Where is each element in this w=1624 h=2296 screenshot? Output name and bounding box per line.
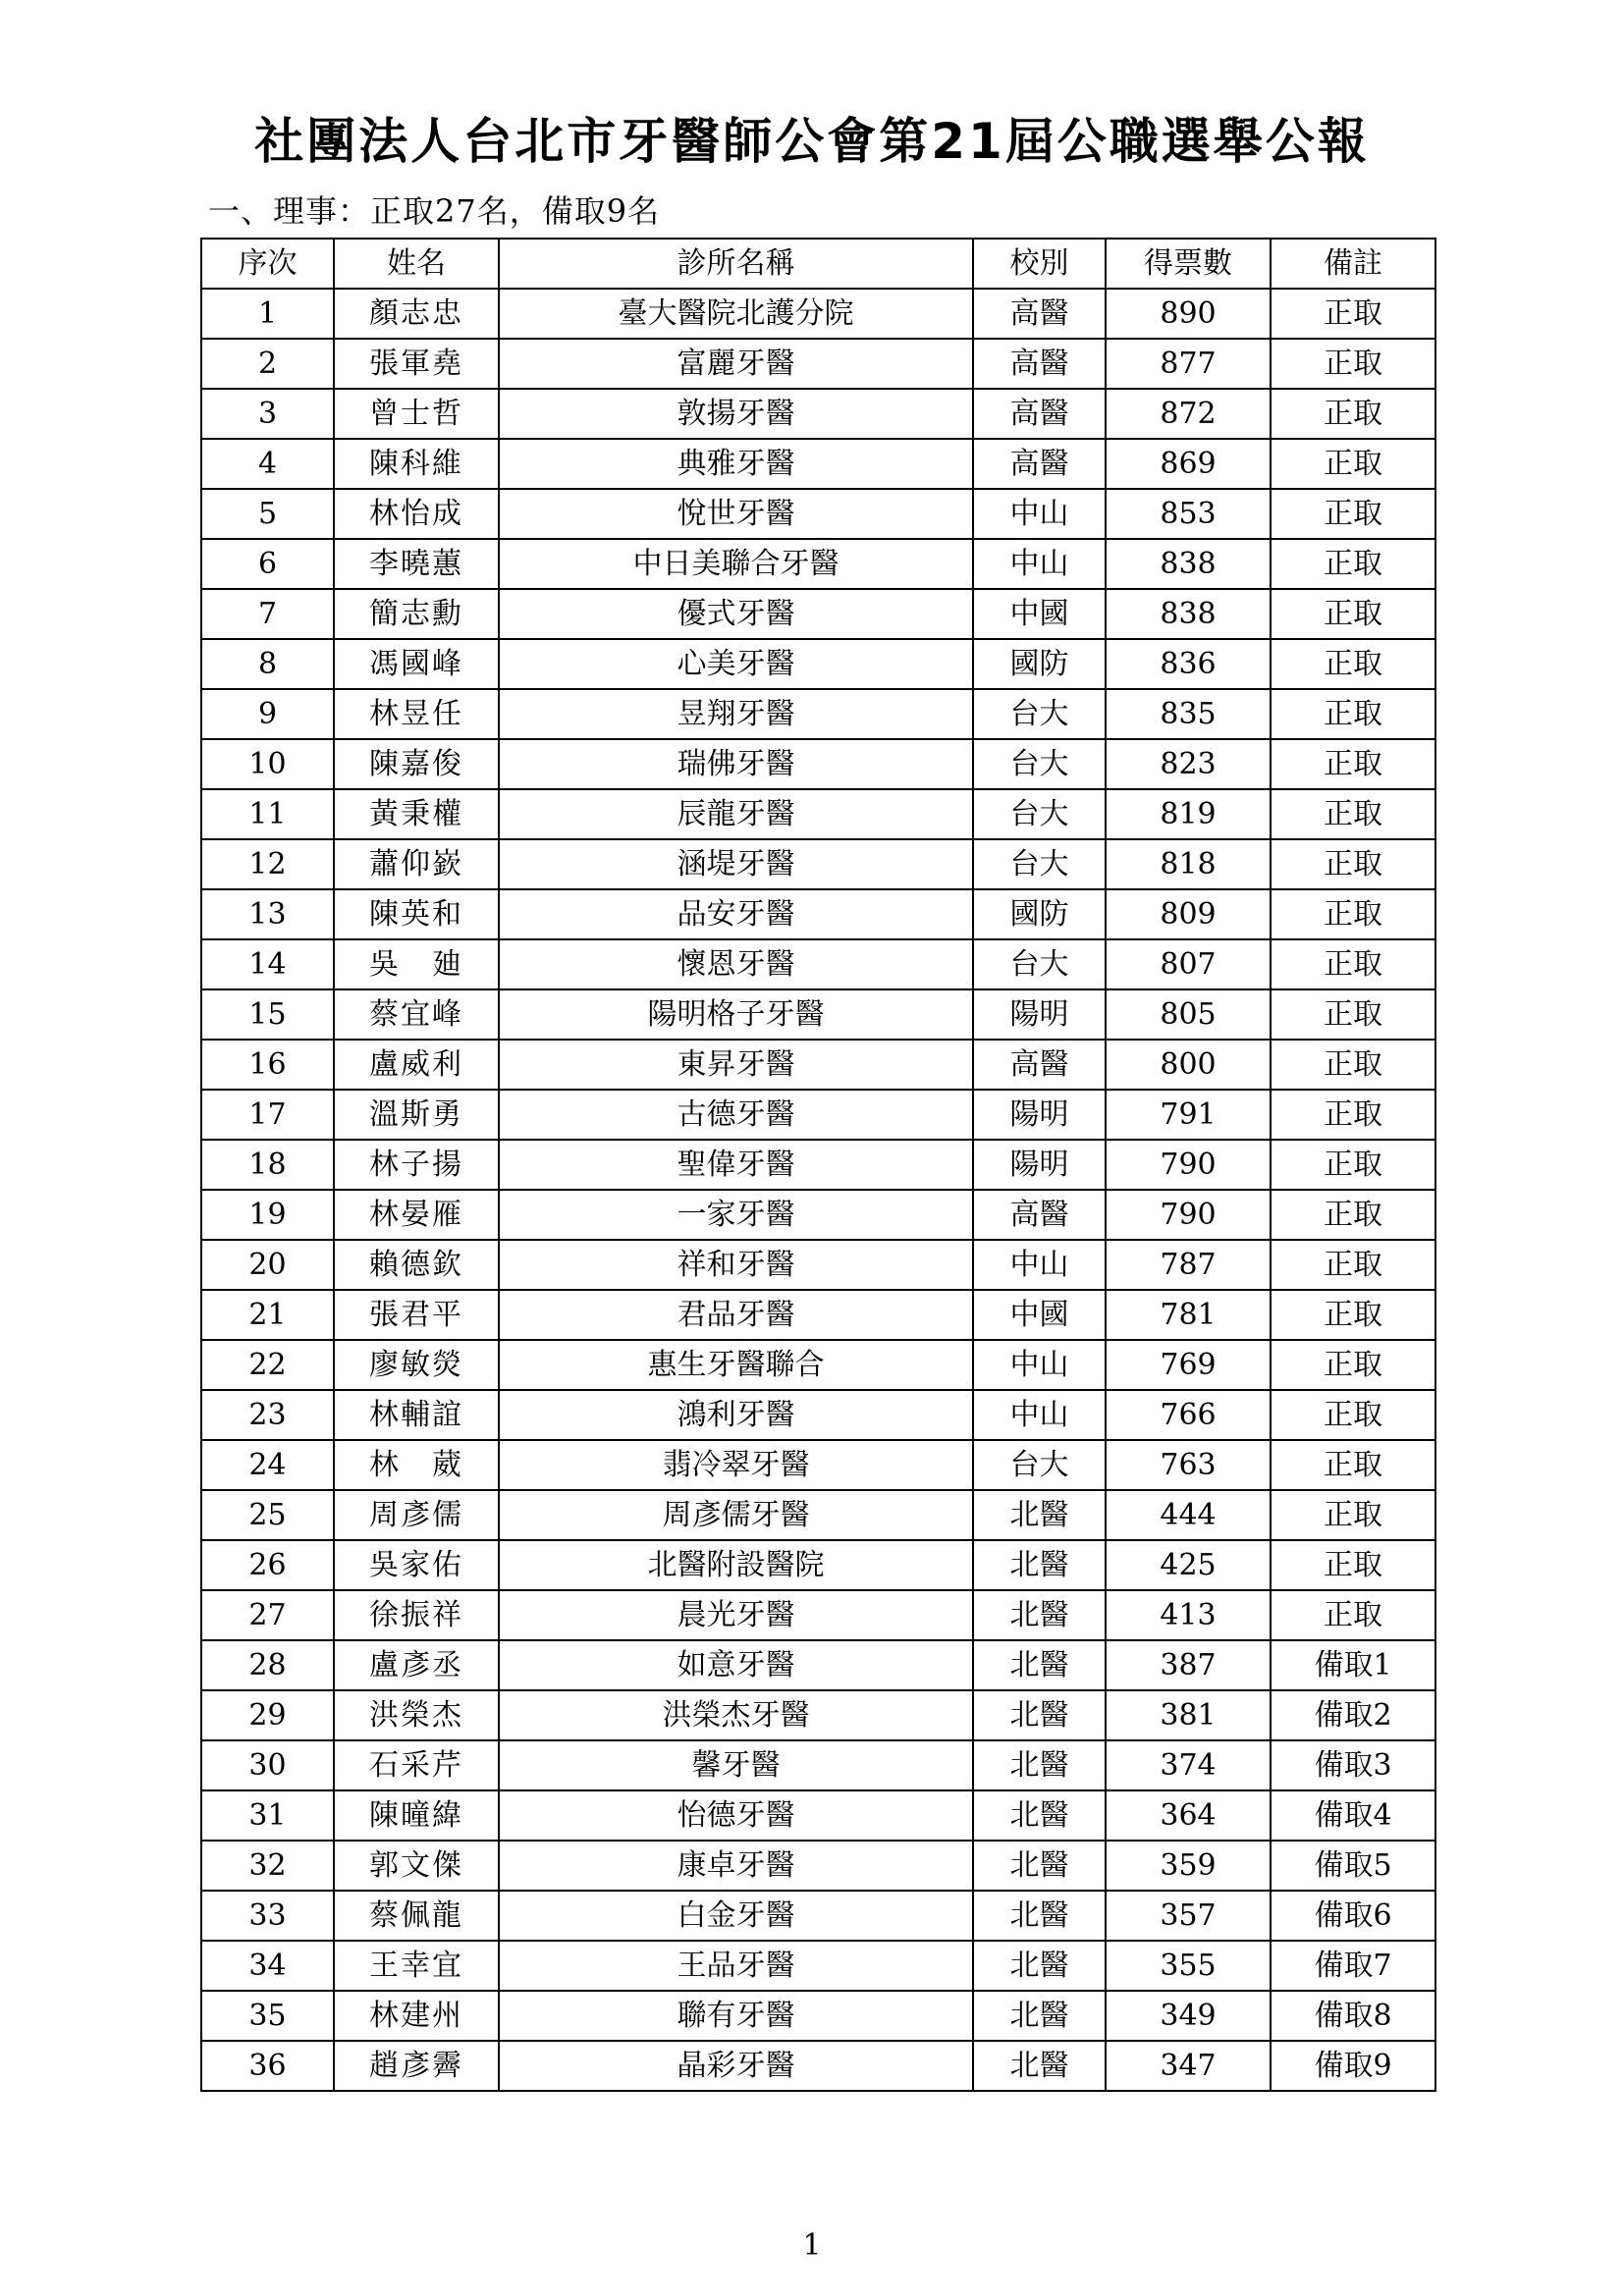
row-order: 21	[201, 1290, 334, 1340]
row-order: 32	[201, 1841, 334, 1891]
row-clinic: 怡德牙醫	[499, 1790, 973, 1841]
row-votes: 809	[1106, 889, 1271, 939]
row-clinic: 東昇牙醫	[499, 1040, 973, 1090]
row-order: 26	[201, 1540, 334, 1590]
row-votes: 387	[1106, 1640, 1271, 1690]
table-row	[201, 1240, 1435, 1290]
row-order: 4	[201, 439, 334, 489]
row-school: 中國	[973, 1290, 1106, 1340]
row-votes: 766	[1106, 1390, 1271, 1440]
row-remarks: 正取	[1271, 739, 1435, 789]
row-name: 賴德欽	[334, 1240, 499, 1290]
row-votes: 838	[1106, 539, 1271, 589]
row-votes: 763	[1106, 1440, 1271, 1490]
row-name: 溫斯勇	[334, 1090, 499, 1140]
row-clinic: 鴻利牙醫	[499, 1390, 973, 1440]
table-row	[201, 1140, 1435, 1190]
row-clinic: 聯有牙醫	[499, 1991, 973, 2041]
row-name: 盧彥丞	[334, 1640, 499, 1690]
row-votes: 790	[1106, 1140, 1271, 1190]
table-row	[201, 939, 1435, 989]
row-order: 34	[201, 1941, 334, 1991]
row-remarks: 正取	[1271, 1440, 1435, 1490]
row-name: 洪榮杰	[334, 1690, 499, 1740]
row-clinic: 晶彩牙醫	[499, 2041, 973, 2091]
row-votes: 872	[1106, 389, 1271, 439]
row-votes: 781	[1106, 1290, 1271, 1340]
row-school: 北醫	[973, 1991, 1106, 2041]
row-clinic: 心美牙醫	[499, 639, 973, 689]
row-order: 30	[201, 1740, 334, 1790]
row-school: 高醫	[973, 339, 1106, 389]
row-votes: 357	[1106, 1891, 1271, 1941]
row-remarks: 正取	[1271, 489, 1435, 539]
row-remarks: 正取	[1271, 939, 1435, 989]
table-row	[201, 439, 1435, 489]
row-clinic: 中日美聯合牙醫	[499, 539, 973, 589]
row-school: 台大	[973, 689, 1106, 739]
row-order: 20	[201, 1240, 334, 1290]
row-name: 蕭仰嶔	[334, 839, 499, 889]
row-school: 陽明	[973, 1140, 1106, 1190]
row-school: 北醫	[973, 1640, 1106, 1690]
row-school: 高醫	[973, 289, 1106, 339]
row-votes: 355	[1106, 1941, 1271, 1991]
row-votes: 364	[1106, 1790, 1271, 1841]
row-clinic: 典雅牙醫	[499, 439, 973, 489]
table-row	[201, 1841, 1435, 1891]
table-row	[201, 639, 1435, 689]
row-order: 5	[201, 489, 334, 539]
row-order: 27	[201, 1590, 334, 1640]
table-row	[201, 1340, 1435, 1390]
row-school: 國防	[973, 889, 1106, 939]
row-clinic: 惠生牙醫聯合	[499, 1340, 973, 1390]
row-clinic: 富麗牙醫	[499, 339, 973, 389]
row-remarks: 正取	[1271, 1190, 1435, 1240]
row-school: 北醫	[973, 1841, 1106, 1891]
header-name: 姓名	[334, 239, 499, 289]
row-name: 蔡佩龍	[334, 1891, 499, 1941]
row-remarks: 備取5	[1271, 1841, 1435, 1891]
row-clinic: 聖偉牙醫	[499, 1140, 973, 1190]
row-school: 北醫	[973, 1891, 1106, 1941]
row-clinic: 懷恩牙醫	[499, 939, 973, 989]
row-clinic: 馨牙醫	[499, 1740, 973, 1790]
row-name: 吳家佑	[334, 1540, 499, 1590]
row-remarks: 正取	[1271, 789, 1435, 839]
row-remarks: 正取	[1271, 1090, 1435, 1140]
header-votes: 得票數	[1106, 239, 1271, 289]
row-clinic: 敦揚牙醫	[499, 389, 973, 439]
row-order: 15	[201, 989, 334, 1040]
row-name: 張軍堯	[334, 339, 499, 389]
table-row	[201, 789, 1435, 839]
row-votes: 374	[1106, 1740, 1271, 1790]
row-remarks: 正取	[1271, 289, 1435, 339]
row-name: 張君平	[334, 1290, 499, 1340]
row-name: 徐振祥	[334, 1590, 499, 1640]
row-school: 中山	[973, 489, 1106, 539]
header-school: 校別	[973, 239, 1106, 289]
row-name: 廖敏熒	[334, 1340, 499, 1390]
row-clinic: 悅世牙醫	[499, 489, 973, 539]
row-name: 趙彥霽	[334, 2041, 499, 2091]
row-clinic: 陽明格子牙醫	[499, 989, 973, 1040]
row-school: 中山	[973, 1390, 1106, 1440]
row-clinic: 君品牙醫	[499, 1290, 973, 1340]
row-name: 陳曈緯	[334, 1790, 499, 1841]
row-order: 31	[201, 1790, 334, 1841]
row-votes: 444	[1106, 1490, 1271, 1540]
row-clinic: 王品牙醫	[499, 1941, 973, 1991]
row-clinic: 如意牙醫	[499, 1640, 973, 1690]
header-clinic: 診所名稱	[499, 239, 973, 289]
row-clinic: 祥和牙醫	[499, 1240, 973, 1290]
table-row	[201, 1540, 1435, 1590]
row-order: 29	[201, 1690, 334, 1740]
table-row	[201, 1440, 1435, 1490]
row-remarks: 正取	[1271, 689, 1435, 739]
row-votes: 890	[1106, 289, 1271, 339]
row-clinic: 洪榮杰牙醫	[499, 1690, 973, 1740]
row-school: 高醫	[973, 1040, 1106, 1090]
row-school: 台大	[973, 1440, 1106, 1490]
row-name: 林輔誼	[334, 1390, 499, 1440]
table-row	[201, 739, 1435, 789]
table-body	[201, 289, 1435, 2091]
table-row	[201, 389, 1435, 439]
row-order: 10	[201, 739, 334, 789]
row-name: 顏志忠	[334, 289, 499, 339]
table-row	[201, 589, 1435, 639]
row-school: 北醫	[973, 2041, 1106, 2091]
row-order: 35	[201, 1991, 334, 2041]
row-votes: 790	[1106, 1190, 1271, 1240]
row-remarks: 正取	[1271, 589, 1435, 639]
table-row	[201, 1190, 1435, 1240]
row-clinic: 品安牙醫	[499, 889, 973, 939]
row-school: 北醫	[973, 1740, 1106, 1790]
row-votes: 787	[1106, 1240, 1271, 1290]
row-school: 北醫	[973, 1590, 1106, 1640]
row-votes: 769	[1106, 1340, 1271, 1390]
row-clinic: 臺大醫院北護分院	[499, 289, 973, 339]
row-clinic: 一家牙醫	[499, 1190, 973, 1240]
row-name: 林子揚	[334, 1140, 499, 1190]
row-remarks: 正取	[1271, 1590, 1435, 1640]
row-order: 23	[201, 1390, 334, 1440]
row-name: 馮國峰	[334, 639, 499, 689]
table-row	[201, 1390, 1435, 1440]
table-row	[201, 489, 1435, 539]
row-remarks: 正取	[1271, 989, 1435, 1040]
table-row	[201, 539, 1435, 589]
row-votes: 823	[1106, 739, 1271, 789]
row-name: 周彥儒	[334, 1490, 499, 1540]
row-order: 3	[201, 389, 334, 439]
row-votes: 853	[1106, 489, 1271, 539]
row-name: 黃秉權	[334, 789, 499, 839]
row-name: 蔡宜峰	[334, 989, 499, 1040]
row-school: 高醫	[973, 439, 1106, 489]
row-order: 28	[201, 1640, 334, 1690]
row-order: 17	[201, 1090, 334, 1140]
row-name: 陳嘉俊	[334, 739, 499, 789]
row-clinic: 古德牙醫	[499, 1090, 973, 1140]
table-row	[201, 889, 1435, 939]
election-results-table	[200, 238, 1436, 2092]
row-school: 台大	[973, 739, 1106, 789]
row-order: 36	[201, 2041, 334, 2091]
row-remarks: 正取	[1271, 439, 1435, 489]
header-order: 序次	[201, 239, 334, 289]
row-votes: 807	[1106, 939, 1271, 989]
row-votes: 381	[1106, 1690, 1271, 1740]
table-row	[201, 1490, 1435, 1540]
row-order: 22	[201, 1340, 334, 1390]
document-title: 社團法人台北市牙醫師公會第21屆公職選舉公報	[254, 113, 1370, 170]
table-row	[201, 1991, 1435, 2041]
row-school: 國防	[973, 639, 1106, 689]
table-row	[201, 2041, 1435, 2091]
row-order: 12	[201, 839, 334, 889]
row-clinic: 涵堤牙醫	[499, 839, 973, 889]
row-remarks: 備取4	[1271, 1790, 1435, 1841]
row-order: 9	[201, 689, 334, 739]
row-votes: 819	[1106, 789, 1271, 839]
table-row	[201, 1740, 1435, 1790]
row-order: 1	[201, 289, 334, 339]
row-votes: 349	[1106, 1991, 1271, 2041]
row-remarks: 備取2	[1271, 1690, 1435, 1740]
row-votes: 425	[1106, 1540, 1271, 1590]
row-school: 北醫	[973, 1690, 1106, 1740]
row-name: 郭文傑	[334, 1841, 499, 1891]
table-row	[201, 1690, 1435, 1740]
row-remarks: 正取	[1271, 639, 1435, 689]
row-school: 高醫	[973, 389, 1106, 439]
table-row	[201, 289, 1435, 339]
row-school: 北醫	[973, 1941, 1106, 1991]
row-remarks: 正取	[1271, 339, 1435, 389]
table-row	[201, 1040, 1435, 1090]
row-school: 中山	[973, 1340, 1106, 1390]
row-votes: 835	[1106, 689, 1271, 739]
row-remarks: 正取	[1271, 1490, 1435, 1540]
row-name: 李曉蕙	[334, 539, 499, 589]
row-name: 林建州	[334, 1991, 499, 2041]
table-row	[201, 689, 1435, 739]
row-remarks: 備取9	[1271, 2041, 1435, 2091]
table-row	[201, 1290, 1435, 1340]
table-row	[201, 1640, 1435, 1690]
table-row	[201, 339, 1435, 389]
row-votes: 800	[1106, 1040, 1271, 1090]
row-votes: 836	[1106, 639, 1271, 689]
table-row	[201, 1790, 1435, 1841]
row-remarks: 正取	[1271, 1340, 1435, 1390]
row-remarks: 正取	[1271, 1540, 1435, 1590]
row-votes: 413	[1106, 1590, 1271, 1640]
row-order: 6	[201, 539, 334, 589]
row-name: 林 葳	[334, 1440, 499, 1490]
row-remarks: 正取	[1271, 839, 1435, 889]
table-row	[201, 839, 1435, 889]
row-school: 台大	[973, 789, 1106, 839]
row-remarks: 備取8	[1271, 1991, 1435, 2041]
row-name: 王幸宜	[334, 1941, 499, 1991]
row-order: 19	[201, 1190, 334, 1240]
row-order: 14	[201, 939, 334, 989]
row-clinic: 周彥儒牙醫	[499, 1490, 973, 1540]
row-school: 台大	[973, 839, 1106, 889]
row-votes: 347	[1106, 2041, 1271, 2091]
row-order: 16	[201, 1040, 334, 1090]
page-number: 1	[802, 2228, 822, 2263]
row-order: 24	[201, 1440, 334, 1490]
row-votes: 838	[1106, 589, 1271, 639]
row-remarks: 正取	[1271, 1140, 1435, 1190]
row-school: 北醫	[973, 1540, 1106, 1590]
row-order: 33	[201, 1891, 334, 1941]
section-heading: 一、理事：正取27名，備取9名	[208, 192, 661, 230]
row-clinic: 晨光牙醫	[499, 1590, 973, 1640]
row-votes: 877	[1106, 339, 1271, 389]
row-clinic: 翡冷翠牙醫	[499, 1440, 973, 1490]
row-clinic: 康卓牙醫	[499, 1841, 973, 1891]
row-order: 2	[201, 339, 334, 389]
row-order: 13	[201, 889, 334, 939]
row-order: 18	[201, 1140, 334, 1190]
row-remarks: 正取	[1271, 1390, 1435, 1440]
row-votes: 818	[1106, 839, 1271, 889]
row-votes: 359	[1106, 1841, 1271, 1891]
row-votes: 869	[1106, 439, 1271, 489]
row-name: 曾士哲	[334, 389, 499, 439]
row-remarks: 正取	[1271, 1240, 1435, 1290]
row-order: 25	[201, 1490, 334, 1540]
table-header-row	[201, 239, 1435, 289]
row-name: 林怡成	[334, 489, 499, 539]
row-remarks: 正取	[1271, 1040, 1435, 1090]
row-order: 7	[201, 589, 334, 639]
row-remarks: 正取	[1271, 1290, 1435, 1340]
row-name: 林昱任	[334, 689, 499, 739]
row-clinic: 優式牙醫	[499, 589, 973, 639]
row-school: 中山	[973, 1240, 1106, 1290]
row-remarks: 備取6	[1271, 1891, 1435, 1941]
table-row	[201, 989, 1435, 1040]
row-remarks: 備取7	[1271, 1941, 1435, 1991]
row-votes: 791	[1106, 1090, 1271, 1140]
row-school: 台大	[973, 939, 1106, 989]
row-remarks: 備取1	[1271, 1640, 1435, 1690]
header-remarks: 備註	[1271, 239, 1435, 289]
row-clinic: 辰龍牙醫	[499, 789, 973, 839]
row-remarks: 正取	[1271, 389, 1435, 439]
row-clinic: 瑞佛牙醫	[499, 739, 973, 789]
row-votes: 805	[1106, 989, 1271, 1040]
row-clinic: 昱翔牙醫	[499, 689, 973, 739]
row-school: 中國	[973, 589, 1106, 639]
row-clinic: 白金牙醫	[499, 1891, 973, 1941]
table-row	[201, 1090, 1435, 1140]
row-name: 林晏雁	[334, 1190, 499, 1240]
row-school: 高醫	[973, 1190, 1106, 1240]
row-clinic: 北醫附設醫院	[499, 1540, 973, 1590]
row-remarks: 正取	[1271, 539, 1435, 589]
row-name: 石采芹	[334, 1740, 499, 1790]
row-school: 中山	[973, 539, 1106, 589]
table-row	[201, 1590, 1435, 1640]
row-remarks: 備取3	[1271, 1740, 1435, 1790]
row-school: 陽明	[973, 1090, 1106, 1140]
row-name: 陳英和	[334, 889, 499, 939]
table-row	[201, 1941, 1435, 1991]
row-name: 簡志勳	[334, 589, 499, 639]
row-order: 11	[201, 789, 334, 839]
row-name: 陳科維	[334, 439, 499, 489]
row-school: 北醫	[973, 1790, 1106, 1841]
row-school: 北醫	[973, 1490, 1106, 1540]
row-name: 吳 廸	[334, 939, 499, 989]
table-row	[201, 1891, 1435, 1941]
row-remarks: 正取	[1271, 889, 1435, 939]
row-school: 陽明	[973, 989, 1106, 1040]
row-order: 8	[201, 639, 334, 689]
row-name: 盧威利	[334, 1040, 499, 1090]
